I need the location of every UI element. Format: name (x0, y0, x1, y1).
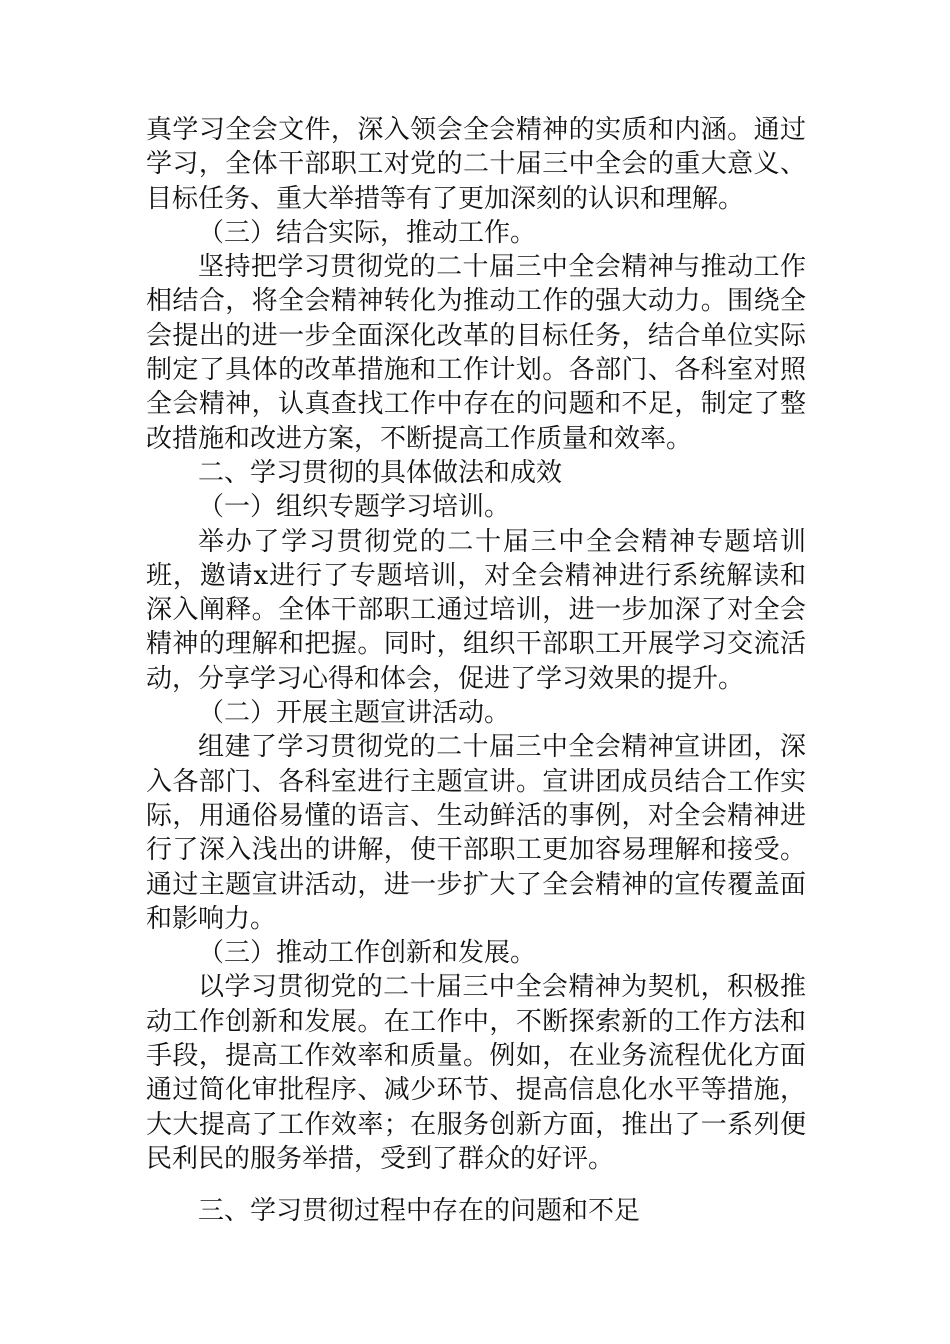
section-heading-practices-results: 二、学习贯彻的具体做法和成效 (198, 457, 563, 488)
section-heading-problems: 三、学习贯彻过程中存在的问题和不足 (198, 1196, 641, 1227)
body-paragraph: 举办了学习贯彻党的二十届三中全会精神专题培训班，邀请x进行了专题培训，对全会精神进行系统解读和深入阐释。全体干部职工通过培训，进一步加深了对全会精神的理解和把握。同时，组织干部职工开展学习交流活动，分享学习心得和体会，促进了学习效果的提升。 (146, 526, 806, 694)
body-paragraph: 坚持把学习贯彻党的二十届三中全会精神与推动工作相结合，将全会精神转化为推动工作的强大动力。围绕全会提出的进一步全面深化改革的目标任务，结合单位实际制定了具体的改革措施和工作计划。各部门、各科室对照全会精神，认真查找工作中存在的问题和不足，制定了整改措施和改进方案，不断提高工作质量和效率。 (146, 252, 806, 454)
body-paragraph: 组建了学习贯彻党的二十届三中全会精神宣讲团，深入各部门、各科室进行主题宣讲。宣讲团成员结合工作实际，用通俗易懂的语言、生动鲜活的事例，对全会精神进行了深入浅出的讲解，使干部职工更加容易理解和接受。通过主题宣讲活动，进一步扩大了全会精神的宣传覆盖面和影响力。 (146, 732, 806, 934)
subsection-heading-combine-practice: （三）结合实际，推动工作。 (198, 217, 537, 248)
subsection-heading-training: （一）组织专题学习培训。 (198, 492, 511, 523)
subsection-heading-innovation: （三）推动工作创新和发展。 (198, 938, 537, 969)
subsection-heading-lectures: （二）开展主题宣讲活动。 (198, 698, 511, 729)
body-paragraph: 以学习贯彻党的二十届三中全会精神为契机，积极推动工作创新和发展。在工作中，不断探索新的工作方法和手段，提高工作效率和质量。例如，在业务流程优化方面通过简化审批程序、减少环节、提高信息化水平等措施，大大提高了工作效率；在服务创新方面，推出了一系列便民利民的服务举措，受到了群众的好评。 (146, 972, 806, 1174)
body-paragraph-continued: 真学习全会文件，深入领会全会精神的实质和内涵。通过学习，全体干部职工对党的二十届三中全会的重大意义、目标任务、重大举措等有了更加深刻的认识和理解。 (146, 115, 806, 214)
document-body (146, 113, 806, 1229)
